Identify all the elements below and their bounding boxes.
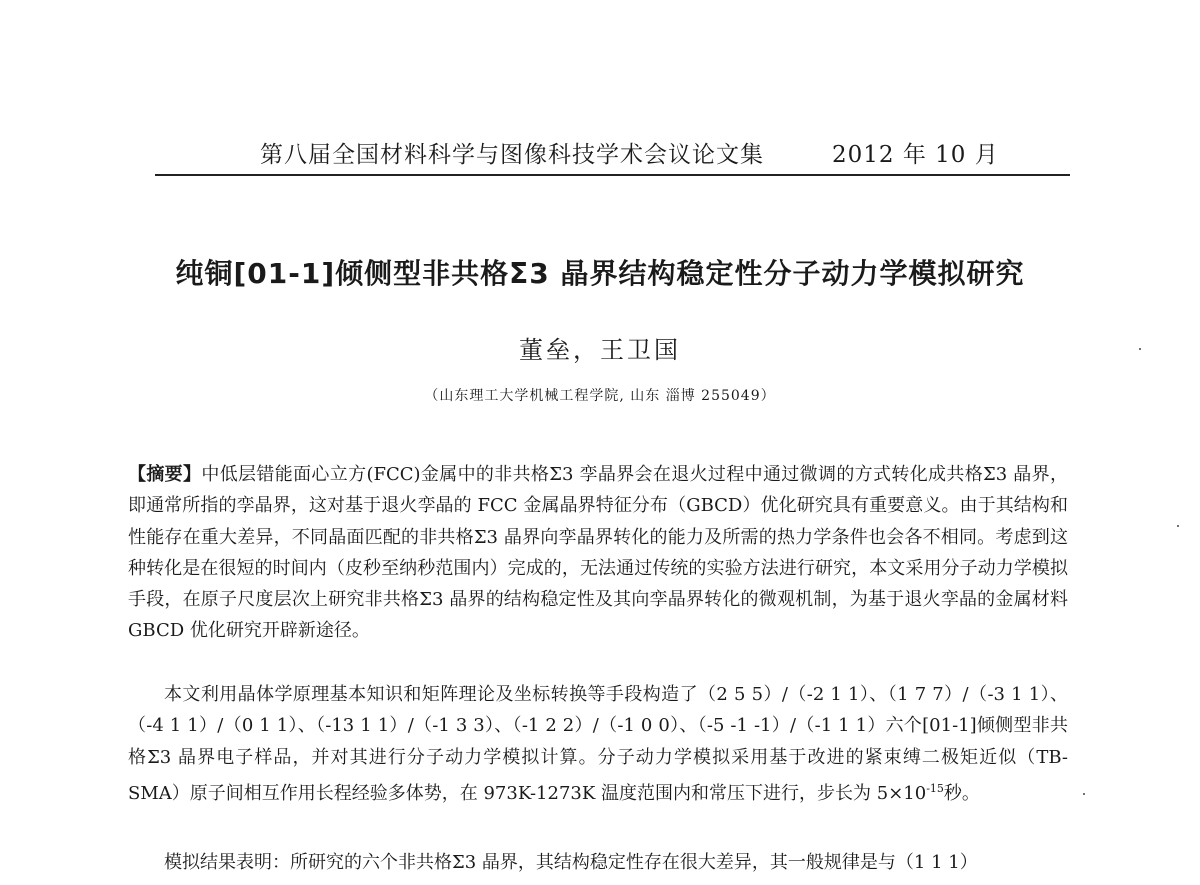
body-paragraph-1 xyxy=(128,679,1068,809)
scan-speck xyxy=(1139,348,1141,350)
proceedings-title: 第八届全国材料科学与图像科技学术会议论文集 xyxy=(260,142,764,168)
body-paragraph-1-end: 秒。 xyxy=(943,782,980,804)
paper-authors: 董垒，王卫国 xyxy=(519,336,681,364)
scan-speck xyxy=(1177,525,1179,527)
author-affiliation: （山东理工大学机械工程学院, 山东 淄博 255049） xyxy=(424,388,776,404)
publication-date: 2012 年 10 月 xyxy=(832,142,999,168)
abstract-text: 中低层错能面心立方(FCC)金属中的非共格Σ3 孪晶界会在退火过程中通过微调的方式转化成共格Σ3 晶界，即通常所指的孪晶界，这对基于退火孪晶的 FCC 金属晶界特征分布（GBCD）优化研究具有重要意义。由于其结构和性能存在重大差异，不同晶面匹配的非共格Σ3 晶界向孪晶界转化的能力及所需的热力学条件也会各不相同。考虑到这种转化是在很短的时间内（皮秒至纳秒范围内）完成的，无法通过传统的实验方法进行研究，本文采用分子动力学模拟手段，在原子尺度层次上研究非共格Σ3 晶界的结构稳定性及其向孪晶界转化的微观机制，为基于退火孪晶的金属材料 GBCD 优化研究开辟新途径。 xyxy=(128,464,1068,642)
body-paragraph-2: 模拟结果表明：所研究的六个非共格Σ3 晶界，其结构稳定性存在很大差异，其一般规律是与（1 1 1） xyxy=(164,852,978,873)
body-paragraph-1-text: 本文利用晶体学原理基本知识和矩阵理论及坐标转换等手段构造了（2 5 5）/（-2 1 1）、（1 7 7）/（-3 1 1）、（-4 1 1）/（0 1 1）、（-13 1 1）/（-1 3 3）、（-1 2 2）/（-1 0 0）、（-5 -1 -1）/（-1 1 1）六个[01-1]倾侧型非共格Σ3 晶界电子样品，并对其进行分子动力学模拟计算。分子动力学模拟采用基于改进的紧束缚二极矩近似（TB-SMA）原子间相互作用长程经验多体势，在 973K-1273K 温度范围内和常压下进行，步长为 5×10 xyxy=(128,684,1068,804)
paper-title: 纯铜[01-1]倾侧型非共格Σ3 晶界结构稳定性分子动力学模拟研究 xyxy=(175,257,1025,290)
scan-speck xyxy=(1083,793,1085,795)
exponent: -15 xyxy=(926,781,944,795)
abstract-paragraph xyxy=(128,459,1068,647)
running-header xyxy=(155,128,1070,176)
abstract-label: 【摘要】 xyxy=(128,464,202,485)
